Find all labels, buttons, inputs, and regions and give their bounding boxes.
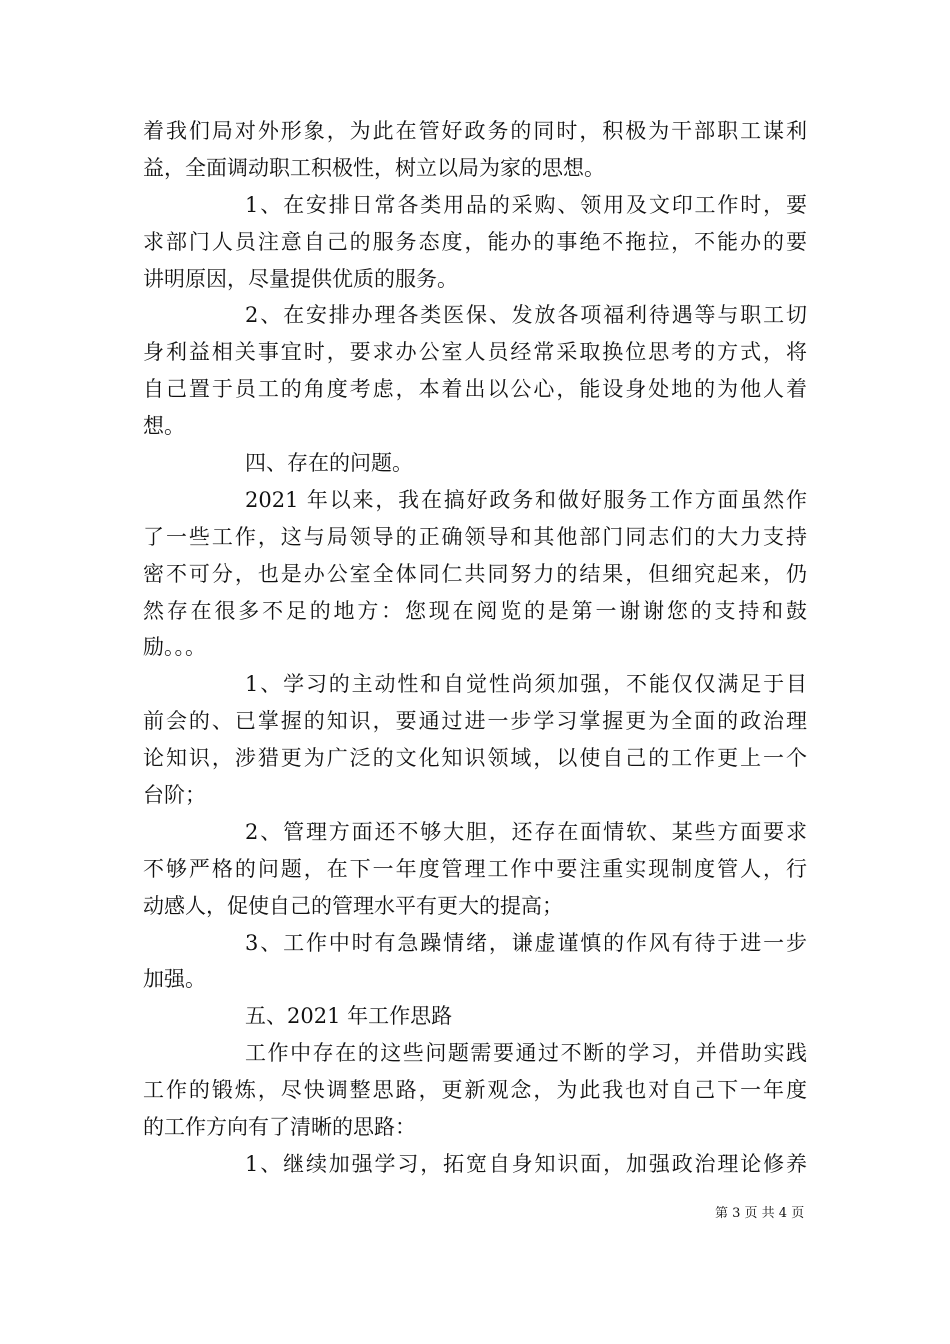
text-line: 励。。。 [143, 635, 206, 660]
text-line: 密不可分，也是办公室全体同仁共同努力的结果，但细究起来，仍 [143, 561, 807, 586]
text-line: 求部门人员注意自己的服务态度，能办的事绝不拖拉，不能办的要 [143, 229, 807, 254]
text-line: 加强。 [143, 967, 206, 992]
text-line: 台阶； [143, 783, 206, 808]
text-line: 2、在安排办理各类医保、发放各项福利待遇等与职工切 [245, 303, 807, 328]
text-line: 动感人，促使自己的管理水平有更大的提高； [143, 893, 563, 918]
body-text [143, 113, 807, 1183]
section-heading: 四、存在的问题。 [245, 451, 413, 476]
text-line: 着我们局对外形象，为此在管好政务的同时，积极为干部职工谋利 [143, 119, 807, 143]
text-line: 2021 年以来，我在搞好政务和做好服务工作方面虽然作 [245, 487, 807, 512]
text-line: 然存在很多不足的地方：您现在阅览的是第一谢谢您的支持和鼓 [143, 598, 807, 623]
text-line: 1、继续加强学习，拓宽自身知识面，加强政治理论修养 [245, 1151, 807, 1176]
text-line: 的工作方向有了清晰的思路： [143, 1115, 416, 1140]
text-line: 3、工作中时有急躁情绪，谦虚谨慎的作风有待于进一步 [245, 930, 807, 955]
page-number: 第 3 页 共 4 页 [715, 1206, 805, 1221]
text-line: 讲明原因，尽量提供优质的服务。 [143, 266, 458, 291]
text-line: 益，全面调动职工积极性，树立以局为家的思想。 [143, 155, 605, 180]
text-line: 不够严格的问题，在下一年度管理工作中要注重实现制度管人，行 [143, 856, 807, 881]
text-line: 1、学习的主动性和自觉性尚须加强，不能仅仅满足于目 [245, 672, 807, 697]
text-line: 想。 [143, 414, 185, 439]
section-heading: 五、2021 年工作思路 [245, 1004, 453, 1029]
text-line: 工作的锻炼，尽快调整思路，更新观念，为此我也对自己下一年度 [143, 1078, 807, 1103]
text-line: 论知识，涉猎更为广泛的文化知识领域，以使自己的工作更上一个 [143, 746, 807, 771]
text-line: 前会的、已掌握的知识，要通过进一步学习掌握更为全面的政治理 [143, 709, 807, 734]
text-line: 了一些工作，这与局领导的正确领导和其他部门同志们的大力支持 [143, 524, 807, 549]
text-line: 自己置于员工的角度考虑，本着出以公心，能设身处地的为他人着 [143, 377, 807, 402]
text-line: 工作中存在的这些问题需要通过不断的学习，并借助实践 [245, 1041, 807, 1066]
text-line: 2、管理方面还不够大胆，还存在面情软、某些方面要求 [245, 819, 807, 844]
text-line: 身利益相关事宜时，要求办公室人员经常采取换位思考的方式，将 [143, 340, 807, 365]
text-line: 1、在安排日常各类用品的采购、领用及文印工作时，要 [245, 192, 807, 217]
